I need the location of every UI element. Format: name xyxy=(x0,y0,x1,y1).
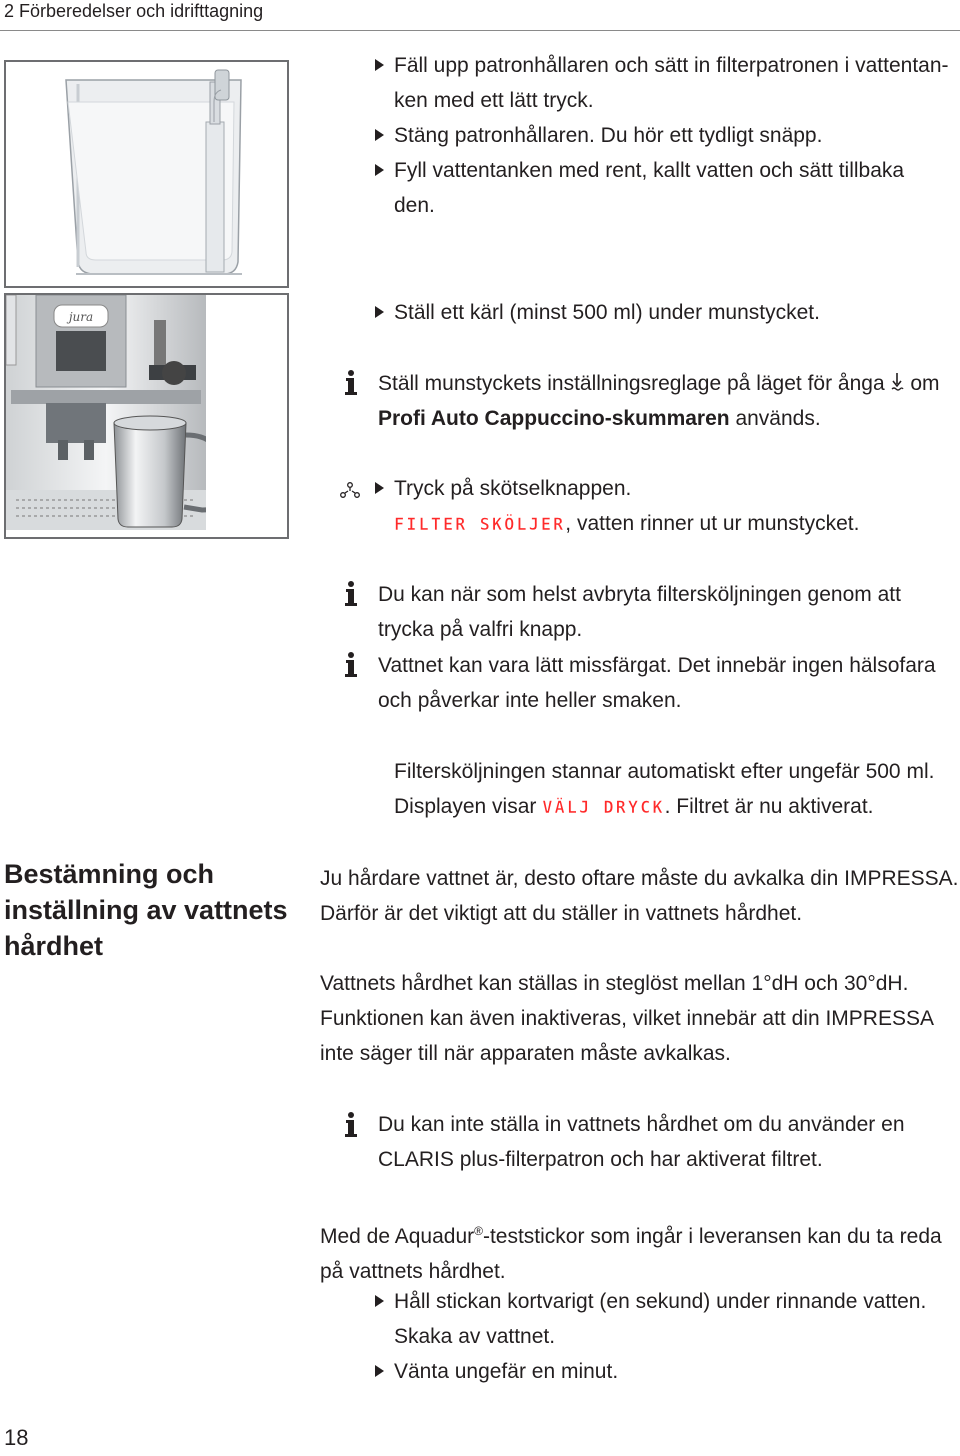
step-hold-stick: Håll stickan kortvarigt (en sekund) under rinnande vatten. xyxy=(374,1284,960,1319)
rinse-result: FILTER SKÖLJER, vatten rinner ut ur munstycket. xyxy=(394,512,860,535)
display-text-filter-rinsing: FILTER SKÖLJER xyxy=(394,515,566,535)
step-insert-filter-cont: ken med ett lätt tryck. xyxy=(394,89,594,112)
water-hardness-body: Ju hårdare vattnet är, desto oftare måste du avkalka din IMPRESSA. Därför är det viktigt att du ställer in vattnets hårdhet. xyxy=(320,867,959,925)
triangle-bullet-icon xyxy=(375,129,384,141)
section-heading-water-hardness: Bestämning och inställning av vattnets hårdhet xyxy=(4,859,288,961)
step-press-care: Tryck på skötselknappen. xyxy=(374,471,958,506)
step-close-holder: Stäng patronhållaren. Du hör ett tydligt snäpp. xyxy=(374,118,958,153)
step-wait-minute: Vänta ungefär en minut. xyxy=(374,1354,960,1389)
chapter-header: 2 Förberedelser och idrifttagning xyxy=(4,1,264,21)
triangle-bullet-icon xyxy=(375,482,384,494)
steps-top xyxy=(374,48,958,223)
triangle-bullet-icon xyxy=(375,306,384,318)
aquadur-test: Med de Aquadur®-teststickor som ingår i leveransen kan du ta reda på vattnets hårdhet. xyxy=(320,1224,942,1283)
info-icon xyxy=(343,370,359,396)
rinse-step xyxy=(374,471,958,543)
info-steam-setting: Ställ munstyckets inställningsreglage på läget för ånga om Profi Auto Cappuccino-skummaren används. xyxy=(378,372,940,430)
info-note-discolor: Vattnet kan vara lätt missfärgat. Det innebär ingen hälsofara och påverkar inte heller smaken. xyxy=(378,654,936,712)
step-fill-tank: Fyll vattentanken med rent, kallt vatten och sätt tillbaka xyxy=(374,153,958,188)
info-icon xyxy=(343,652,359,678)
steam-symbol-icon xyxy=(890,372,904,392)
triangle-bullet-icon xyxy=(375,59,384,71)
step-shake-off: Skaka av vattnet. xyxy=(394,1325,556,1348)
water-hardness-range: Vattnets hårdhet kan ställas in steglöst mellan 1°dH och 30°dH. Funktionen kan även inaktiveras, vilket innebär att din IMPRESSA inte säger till när apparaten måste avkalkas. xyxy=(320,972,934,1065)
info-note-claris: Du kan inte ställa in vattnets hårdhet om du använder en CLARIS plus-filterpatron och har aktiverat filtret. xyxy=(378,1113,905,1171)
display-text-select-drink: VÄLJ DRYCK xyxy=(542,798,665,818)
triangle-bullet-icon xyxy=(375,1295,384,1307)
coffee-machine-illustration xyxy=(4,293,289,539)
triangle-bullet-icon xyxy=(375,1365,384,1377)
rinse-completion: Filtersköljningen stannar automatiskt efter ungefär 500 ml. Displayen visar VÄLJ DRYCK. Filtret är nu aktiverat. xyxy=(394,760,935,818)
info-icon xyxy=(343,581,359,607)
page-number: 18 xyxy=(4,1425,29,1450)
water-tank-illustration xyxy=(4,60,289,288)
info-note-cancel: Du kan när som helst avbryta filtersköljningen genom att trycka på valfri knapp. xyxy=(378,583,901,641)
info-icon xyxy=(343,1112,359,1138)
test-steps xyxy=(374,1284,960,1389)
step-fill-tank-cont: den. xyxy=(394,194,435,217)
step-place-container: Ställ ett kärl (minst 500 ml) under munstycket. xyxy=(374,295,960,330)
triangle-bullet-icon xyxy=(375,164,384,176)
step-insert-filter: Fäll upp patronhållaren och sätt in filterpatronen i vattentan- xyxy=(374,48,958,83)
machine-logo: jura xyxy=(68,310,94,324)
care-button-icon xyxy=(339,480,361,500)
header-divider xyxy=(0,30,960,31)
